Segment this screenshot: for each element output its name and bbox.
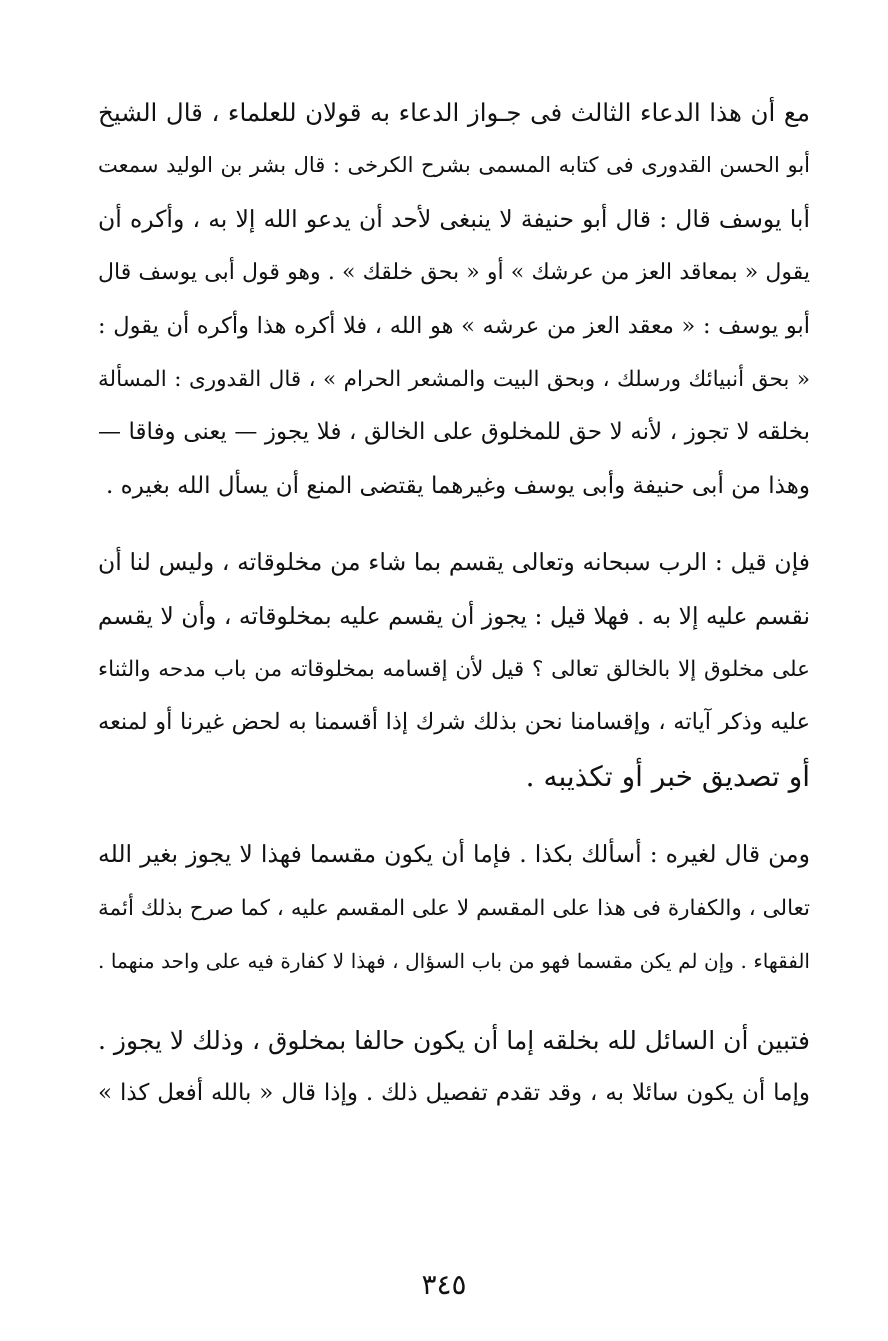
text-line: أو تصديق خبر أو تكذيبه . — [525, 759, 810, 793]
paragraph-1 — [98, 86, 810, 513]
text-line: « بحق أنبيائك ورسلك ، وبحق البيت والمشعر الحرام » ، قال القدورى : المسألة — [98, 367, 810, 393]
text-line: مع أن هذا الدعاء الثالث فى جـواز الدعاء به قولان للعلماء ، قال الشيخ — [98, 98, 810, 127]
text-line: وهذا من أبى حنيفة وأبى يوسف وغيرهما يقتضى المنع أن يسأل الله بغيره . — [106, 472, 810, 499]
page-number: ٣٤٥ — [421, 1268, 467, 1301]
page-body — [98, 86, 810, 1120]
text-line: الفقهاء . وإن لم يكن مقسما فهو من باب السؤال ، فهذا لا كفارة فيه على واحد منهما . — [98, 949, 810, 974]
text-line: فإن قيل : الرب سبحانه وتعالى يقسم بما شاء من مخلوقاته ، وليس لنا أن — [98, 548, 810, 577]
paragraph-3 — [98, 828, 810, 988]
text-line: أبا يوسف قال : قال أبو حنيفة لا ينبغى لأحد أن يدعو الله إلا به ، وأكره أن — [98, 204, 810, 233]
text-line: نقسم عليه إلا به . فهلا قيل : يجوز أن يقسم عليه بمخلوقاته ، وأن لا يقسم — [97, 601, 810, 630]
text-line: ومن قال لغيره : أسألك بكذا . فإما أن يكون مقسما فهذا لا يجوز بغير الله — [98, 840, 810, 869]
text-line: تعالى ، والكفارة فى هذا على المقسم لا على المقسم عليه ، كما صرح بذلك أئمة — [98, 895, 810, 921]
text-line: بخلقه لا تجوز ، لأنه لا حق للمخلوق على الخالق ، فلا يجوز — يعنى وفاقا — — [98, 419, 810, 446]
text-line: يقول « بمعاقد العز من عرشك » أو « بحق خلقك » . وهو قول أبى يوسف قال — [98, 260, 810, 286]
paragraph-2 — [98, 536, 810, 803]
text-line: فتبين أن السائل لله بخلقه إما أن يكون حالفا بمخلوق ، وذلك لا يجوز . — [98, 1025, 810, 1055]
text-line: على مخلوق إلا بالخالق تعالى ؟ قيل لأن إقسامه بمخلوقاته من باب مدحه والثناء — [98, 657, 810, 683]
text-line: عليه وذكر آياته ، وإقسامنا نحن بذلك شرك إذا أقسمنا به لحض غيرنا أو لمنعه — [98, 709, 810, 736]
text-line: أبو يوسف : « معقد العز من عرشه » هو الله ، فلا أكره هذا وأكره أن يقول : — [98, 312, 810, 339]
text-line: أبو الحسن القدورى فى كتابه المسمى بشرح الكرخى : قال بشر بن الوليد سمعت — [98, 153, 810, 178]
paragraph-4 — [98, 1014, 810, 1121]
text-line: وإما أن يكون سائلا به ، وقد تقدم تفصيل ذلك . وإذا قال « بالله أفعل كذا » — [98, 1079, 810, 1106]
